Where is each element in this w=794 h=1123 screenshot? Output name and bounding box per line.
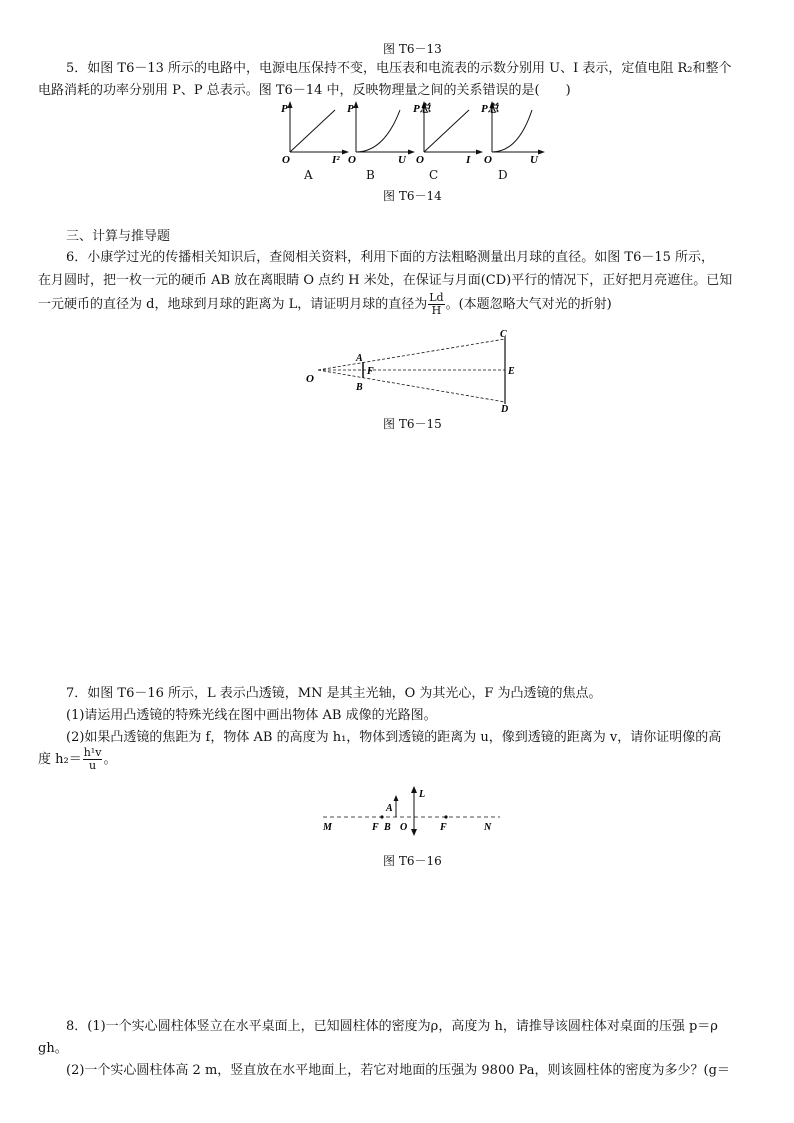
- graph-b-ylabel: P: [347, 103, 354, 115]
- graph-d: [481, 101, 545, 166]
- fig15-label-f: F: [367, 366, 374, 377]
- graph-a-xlabel: I²: [332, 154, 340, 166]
- q8-line2: gh。: [38, 1041, 68, 1056]
- fig15-caption: 图 T6－15: [383, 417, 442, 431]
- graph-c: [413, 101, 483, 166]
- q7-line4-post: 。: [103, 752, 117, 767]
- graph-d-ylabel: P总: [481, 103, 499, 115]
- q5-line2: 电路消耗的功率分别用 P、P 总表示。图 T6－14 中，反映物理量之间的关系错误的是( ): [38, 83, 571, 98]
- q8-line3: (2)一个实心圆柱体高 2 m，竖直放在水平地面上，若它对地面的压强为 9800 Pa，则该圆柱体的密度为多少？(g＝: [66, 1063, 730, 1078]
- graph-c-origin: O: [416, 154, 424, 166]
- fig16-label-o: O: [400, 822, 408, 833]
- graph-c-letter: C: [429, 168, 439, 182]
- q5-line1: 5．如图 T6－13 所示的电路中，电源电压保持不变，电压表和电流表的示数分别用 U、I 表示，定值电阻 R₂和整个: [66, 61, 732, 76]
- fig15-label-o: O: [306, 373, 314, 385]
- q7-line4-pre: 度 h₂＝: [38, 752, 82, 767]
- fig16-label-n: N: [484, 822, 492, 833]
- fig15-label-e: E: [508, 366, 515, 377]
- graph-d-origin: O: [484, 154, 492, 166]
- fig14-graphs: [280, 100, 550, 180]
- q7-line1: 7．如图 T6－16 所示，L 表示凸透镜，MN 是其主光轴，O 为其光心，F 为凸透镜的焦点。: [66, 686, 602, 701]
- fig15-label-c: C: [500, 329, 507, 340]
- fig15-label-d: D: [501, 404, 509, 415]
- fig16-label-b: B: [384, 822, 391, 833]
- graph-c-xlabel: I: [466, 154, 471, 166]
- graph-b-xlabel: U: [398, 154, 406, 166]
- graph-b-origin: O: [348, 154, 356, 166]
- graph-b: [347, 101, 415, 166]
- graph-b-letter: B: [366, 168, 375, 182]
- graph-d-xlabel: U: [530, 154, 538, 166]
- graph-a: [281, 101, 349, 166]
- fig15-label-b: B: [356, 382, 363, 393]
- fig16-caption: 图 T6－16: [383, 854, 442, 868]
- fig14-caption: 图 T6－14: [383, 189, 442, 203]
- q7-line3: (2)如果凸透镜的焦距为 f，物体 AB 的高度为 h₁，物体到透镜的距离为 u，像到透镜的距离为 v，请你证明像的高: [66, 730, 722, 745]
- q6-line3-post: 。(本题忽略大气对光的折射): [445, 297, 612, 312]
- fig16-label-m: M: [323, 822, 332, 833]
- fig16-label-l: L: [419, 789, 426, 800]
- graph-d-letter: D: [498, 168, 508, 182]
- q6-fraction: [428, 292, 444, 317]
- q7-line4: [38, 747, 116, 773]
- q6-line2: 在月圆时，把一枚一元的硬币 AB 放在离眼睛 O 点约 H 米处，在保证与月面(CD)平行的情况下，正好把月亮遮住。已知: [38, 273, 733, 288]
- fig15-diagram: [300, 326, 525, 416]
- q6-line3: [38, 292, 612, 318]
- section-3-title: 三、计算与推导题: [66, 229, 171, 244]
- fig16-label-f-left: F: [372, 822, 379, 833]
- fig16-label-a: A: [386, 803, 393, 814]
- q8-line1: 8．(1)一个实心圆柱体竖立在水平桌面上，已知圆柱体的密度为ρ，高度为 h，请推导该圆柱体对桌面的压强 p＝ρ: [66, 1019, 718, 1034]
- fig16-label-f-right: F: [440, 822, 447, 833]
- graph-a-ylabel: P: [281, 103, 288, 115]
- q6-frac-den: H: [431, 304, 442, 317]
- q7-frac-num: h¹v: [83, 746, 102, 759]
- q7-fraction: [83, 747, 103, 772]
- graph-a-origin: O: [282, 154, 290, 166]
- q6-frac-num: Ld: [429, 291, 444, 304]
- q6-line1: 6．小康学过光的传播相关知识后，查阅相关资料，利用下面的方法粗略测量出月球的直径。如图 T6－15 所示，: [66, 250, 715, 265]
- fig16-diagram: [318, 784, 508, 838]
- fig15-label-a: A: [356, 353, 363, 364]
- graph-a-letter: A: [304, 168, 313, 182]
- fig13-caption: 图 T6－13: [383, 42, 442, 56]
- q7-line2: (1)请运用凸透镜的特殊光线在图中画出物体 AB 成像的光路图。: [66, 708, 437, 723]
- graph-c-ylabel: P总: [413, 103, 431, 115]
- q6-line3-pre: 一元硬币的直径为 d，地球到月球的距离为 L，请证明月球的直径为: [38, 297, 428, 312]
- q7-frac-den: u: [89, 759, 97, 772]
